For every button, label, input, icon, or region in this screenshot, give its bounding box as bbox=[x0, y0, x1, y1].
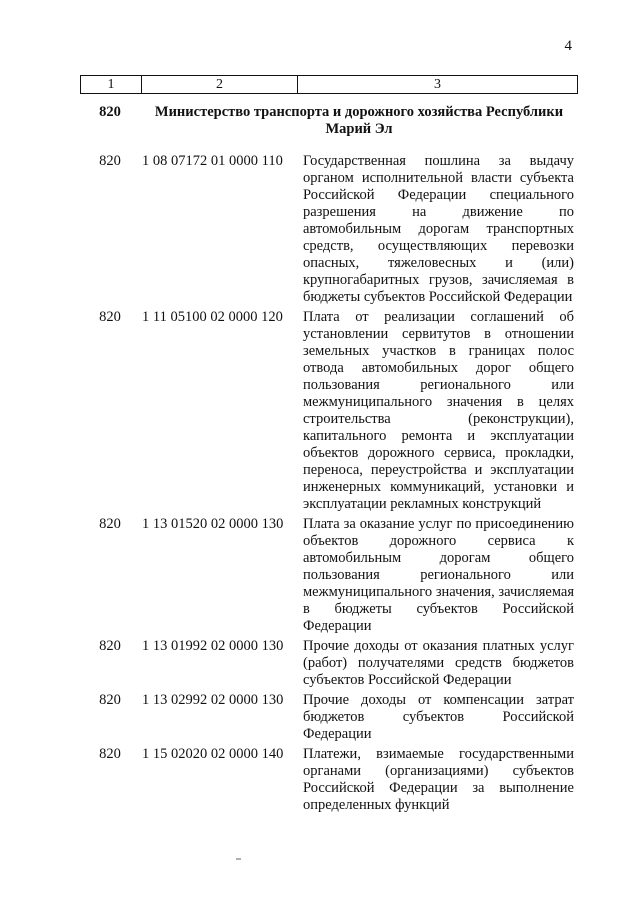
table-row bbox=[80, 638, 578, 692]
revenue-code-cell: 1 15 02020 02 0000 140 bbox=[142, 746, 284, 762]
column-header-3: 3 bbox=[298, 76, 578, 94]
table-row bbox=[80, 746, 578, 817]
revenue-code-cell: 1 11 05100 02 0000 120 bbox=[142, 309, 283, 325]
table-row bbox=[80, 692, 578, 746]
revenue-code-cell: 1 13 02992 02 0000 130 bbox=[142, 692, 284, 708]
admin-code-cell: 820 bbox=[99, 692, 121, 708]
revenue-name-cell: Прочие доходы от оказания платных услуг (работ) получателями средств бюджетов субъектов Российской Федерации bbox=[303, 638, 574, 688]
admin-code-cell: 820 bbox=[99, 309, 121, 325]
revenue-name-cell: Платежи, взимаемые государственными органами (организациями) субъектов Российской Федерации за выполнение определенных функций bbox=[303, 746, 574, 813]
ministry-admin-code: 820 bbox=[99, 104, 121, 120]
page-number: 4 bbox=[564, 38, 572, 54]
admin-code-cell: 820 bbox=[99, 153, 121, 169]
column-header-2: 2 bbox=[142, 76, 298, 94]
ministry-name: Министерство транспорта и дорожного хозяйства Республики Марий Эл bbox=[154, 104, 564, 137]
revenue-code-cell: 1 08 07172 01 0000 110 bbox=[142, 153, 283, 169]
admin-code-cell: 820 bbox=[99, 516, 121, 532]
table-row bbox=[80, 516, 578, 638]
revenue-name-cell: Государственная пошлина за выдачу органом исполнительной власти субъекта Российской Федерации специального разрешения на движение по автомобильным дорогам транспортных средств, осуществляющих перевозки опасных, тяжеловесных и (или) крупногабаритных грузов, зачисляемая в бюджеты субъектов Российской Федерации bbox=[303, 153, 574, 305]
revenue-name-cell: Прочие доходы от компенсации затрат бюджетов субъектов Российской Федерации bbox=[303, 692, 574, 742]
revenue-name-cell: Плата за оказание услуг по присоединению объектов дорожного сервиса к автомобильным дорогам общего пользования регионального или межмуниципального значения, зачисляемая в бюджеты субъектов Российской Федерации bbox=[303, 516, 574, 634]
table-row bbox=[80, 153, 578, 309]
admin-code-cell: 820 bbox=[99, 638, 121, 654]
revenue-codes-table bbox=[80, 104, 578, 817]
column-header-1: 1 bbox=[81, 76, 142, 94]
ministry-heading-row bbox=[80, 104, 578, 153]
scan-artifact-mark bbox=[236, 858, 241, 860]
column-header-row bbox=[81, 76, 578, 94]
table-row bbox=[80, 309, 578, 516]
revenue-name-cell: Плата от реализации соглашений об установлении сервитутов в отношении земельных участков в границах полос отвода автомобильных дорог общего пользования регионального или межмуниципального значения в целях строительства (реконструкции), капитального ремонта и эксплуатации объектов дорожного сервиса, прокладки, переноса, переустройства и эксплуатации инженерных коммуникаций, установки и эксплуатации рекламных конструкций bbox=[303, 309, 574, 512]
column-header-table bbox=[80, 75, 578, 94]
admin-code-cell: 820 bbox=[99, 746, 121, 762]
revenue-code-cell: 1 13 01520 02 0000 130 bbox=[142, 516, 284, 532]
revenue-code-cell: 1 13 01992 02 0000 130 bbox=[142, 638, 284, 654]
